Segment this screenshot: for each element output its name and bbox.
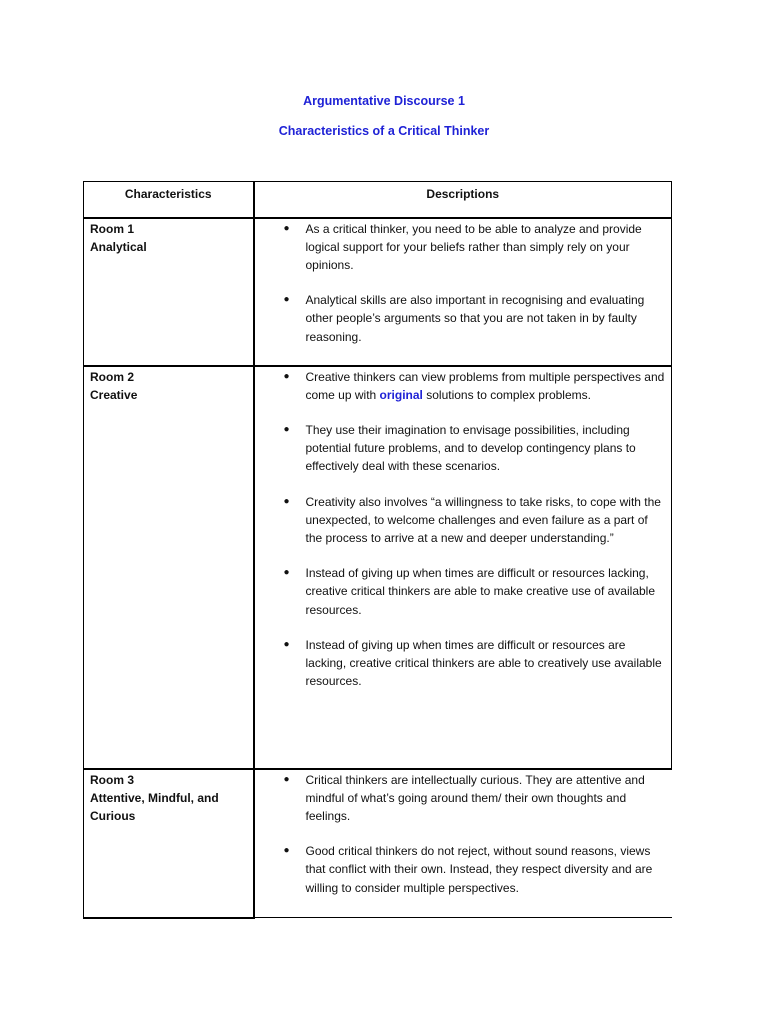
room-name: Analytical bbox=[90, 239, 147, 254]
room-number: Room 2 bbox=[90, 369, 135, 384]
description-cell bbox=[254, 769, 672, 918]
characteristic-cell bbox=[84, 218, 254, 366]
list-item bbox=[255, 421, 666, 476]
bullet-text: Creativity also involves “a willingness to take risks, to cope with the unexpected, to welcome challenges and even failure as a part of the process to arrive at a new and deeper understanding.” bbox=[305, 494, 661, 545]
bullet-icon: ● bbox=[283, 845, 290, 857]
room-number: Room 3 bbox=[90, 772, 135, 787]
bullet-icon: ● bbox=[283, 294, 290, 306]
list-item bbox=[255, 291, 666, 346]
room-name: Creative bbox=[90, 387, 138, 402]
bullet-icon: ● bbox=[283, 567, 290, 579]
document-subtitle: Characteristics of a Critical Thinker bbox=[278, 124, 490, 138]
bullet-text: As a critical thinker, you need to be able to analyze and provide logical support for your beliefs rather than simply rely on your opinions. bbox=[305, 221, 642, 272]
header-characteristics: Characteristics bbox=[84, 182, 254, 218]
bullet-text: Critical thinkers are intellectually curious. They are attentive and mindful of what’s going around them/ their own thoughts and feelings. bbox=[305, 772, 645, 823]
room-number: Room 1 bbox=[90, 221, 135, 236]
bullet-text: Instead of giving up when times are difficult or resources lacking, creative critical thinkers are able to make creative use of available resources. bbox=[305, 566, 655, 617]
bullet-icon: ● bbox=[283, 370, 290, 382]
characteristic-cell bbox=[84, 769, 254, 918]
table-row bbox=[84, 218, 672, 366]
table-header-row bbox=[84, 182, 672, 218]
description-list bbox=[255, 220, 666, 346]
list-item bbox=[255, 842, 666, 897]
description-list bbox=[255, 368, 666, 691]
room-name-continued: Curious bbox=[90, 808, 136, 823]
bullet-text: Good critical thinkers do not reject, without sound reasons, views that conflict with their own. Instead, they respect diversity and are willing to consider multiple perspectives. bbox=[305, 844, 653, 895]
bullet-text-before: Creative thinkers can view problems from multiple perspectives and come up with bbox=[305, 369, 665, 402]
bullet-text bbox=[306, 370, 665, 402]
bullet-icon: ● bbox=[283, 773, 290, 785]
characteristic-cell bbox=[84, 366, 254, 769]
room-name: Attentive, Mindful, and bbox=[90, 790, 219, 805]
bullet-icon: ● bbox=[283, 423, 290, 435]
list-item bbox=[255, 636, 666, 691]
description-cell bbox=[254, 366, 672, 769]
bullet-text: Instead of giving up when times are difficult or resources are lacking, creative critical thinkers are able to creatively use available resources. bbox=[305, 637, 662, 689]
bullet-icon: ● bbox=[283, 222, 290, 234]
bullet-text: Analytical skills are also important in recognising and evaluating other people’s arguments so that you are not taken in by faulty reasoning. bbox=[305, 293, 645, 344]
bullet-text: They use their imagination to envisage possibilities, including potential future problems, and to develop contingency plans to effectively deal with these scenarios. bbox=[305, 422, 636, 474]
highlight-keyword: original bbox=[379, 387, 423, 402]
list-item bbox=[255, 771, 666, 826]
bullet-icon: ● bbox=[283, 495, 290, 507]
table-row bbox=[84, 366, 672, 769]
description-cell bbox=[254, 218, 672, 366]
list-item bbox=[255, 493, 666, 548]
bullet-text-after: solutions to complex problems. bbox=[422, 387, 591, 402]
document-title: Argumentative Discourse 1 bbox=[303, 94, 465, 108]
list-item bbox=[255, 368, 666, 404]
header-descriptions: Descriptions bbox=[254, 182, 672, 218]
description-list bbox=[255, 771, 666, 897]
bullet-icon: ● bbox=[283, 638, 290, 650]
list-item bbox=[255, 220, 666, 275]
characteristics-table bbox=[83, 181, 672, 919]
list-item bbox=[255, 564, 666, 619]
table-row bbox=[84, 769, 672, 918]
